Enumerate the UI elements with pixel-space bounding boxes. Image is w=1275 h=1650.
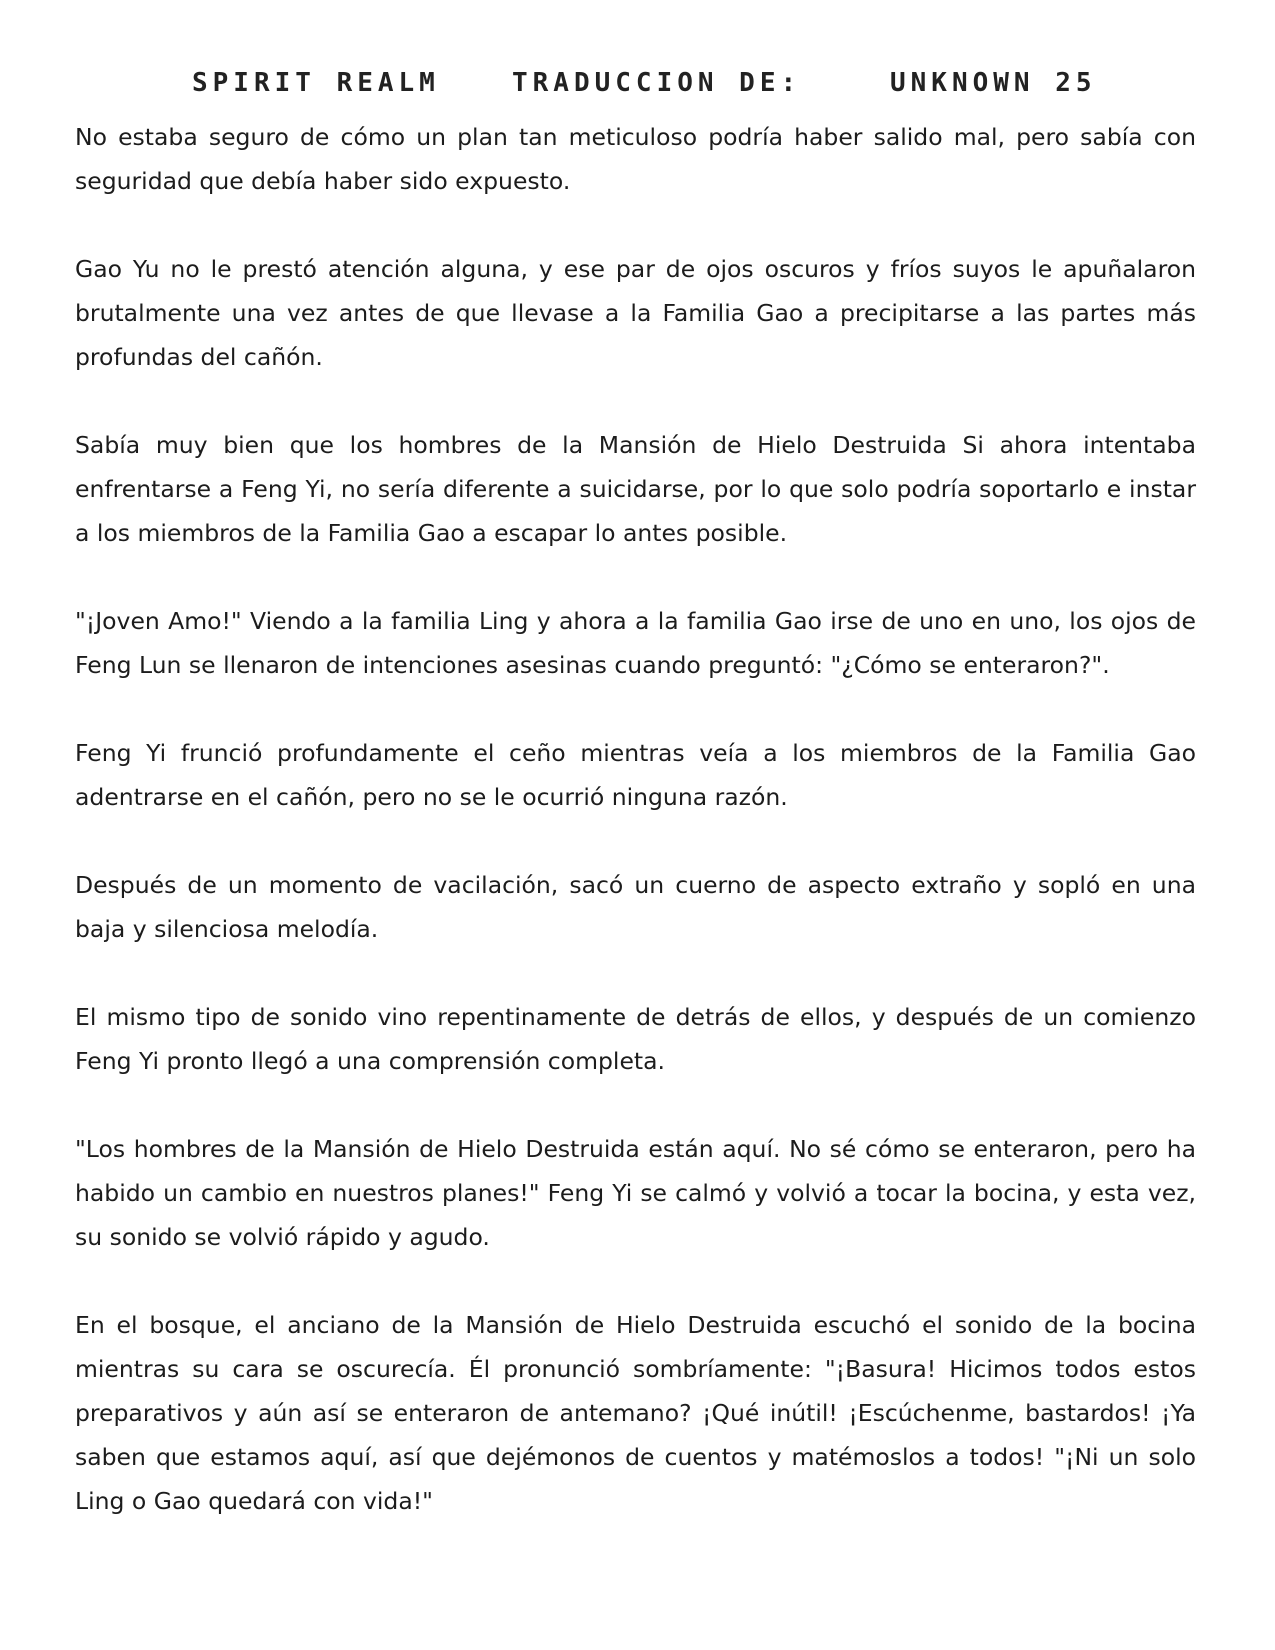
paragraph: "Los hombres de la Mansión de Hielo Destruida están aquí. No sé cómo se enteraron, pero ha habido un cambio en nuestros planes!" Feng Yi se calmó y volvió a tocar la bocina, y esta vez, su sonido se volvió rápido y agudo.: [75, 1135, 1196, 1251]
document-body: [75, 115, 1196, 1523]
paragraph: "¡Joven Amo!" Viendo a la familia Ling y ahora a la familia Gao irse de uno en uno, los ojos de Feng Lun se llenaron de intenciones asesinas cuando preguntó: "¿Cómo se enteraron?".: [75, 607, 1196, 679]
paragraph: No estaba seguro de cómo un plan tan meticuloso podría haber salido mal, pero sabía con seguridad que debía haber sido expuesto.: [75, 123, 1196, 195]
paragraph: Sabía muy bien que los hombres de la Mansión de Hielo Destruida Si ahora intentaba enfrentarse a Feng Yi, no sería diferente a suicidarse, por lo que solo podría soportarlo e instar a los miembros de la Familia Gao a escapar lo antes posible.: [75, 431, 1196, 547]
page-header: [0, 68, 1275, 108]
paragraph: Feng Yi frunció profundamente el ceño mientras veía a los miembros de la Familia Gao adentrarse en el cañón, pero no se le ocurrió ninguna razón.: [75, 739, 1196, 811]
header-translation-label: TRADUCCION DE:: [512, 68, 802, 98]
paragraph: Después de un momento de vacilación, sacó un cuerno de aspecto extraño y sopló en una baja y silenciosa melodía.: [75, 871, 1196, 943]
paragraph: Gao Yu no le prestó atención alguna, y ese par de ojos oscuros y fríos suyos le apuñalaron brutalmente una vez antes de que llevase a la Familia Gao a precipitarse a las partes más profundas del cañón.: [75, 255, 1196, 371]
paragraph: En el bosque, el anciano de la Mansión de Hielo Destruida escuchó el sonido de la bocina mientras su cara se oscurecía. Él pronunció sombríamente: "¡Basura! Hicimos todos estos preparativos y aún así se enteraron de antemano? ¡Qué inútil! ¡Escúchenme, bastardos! ¡Ya saben que estamos aquí, así que dejémonos de cuentos y matémoslos a todos! "¡Ni un solo Ling o Gao quedará con vida!": [75, 1311, 1196, 1515]
header-title: SPIRIT REALM: [192, 68, 440, 98]
header-translator: UNKNOWN 25: [890, 68, 1097, 98]
paragraph: El mismo tipo de sonido vino repentinamente de detrás de ellos, y después de un comienzo Feng Yi pronto llegó a una comprensión completa.: [75, 1003, 1196, 1075]
